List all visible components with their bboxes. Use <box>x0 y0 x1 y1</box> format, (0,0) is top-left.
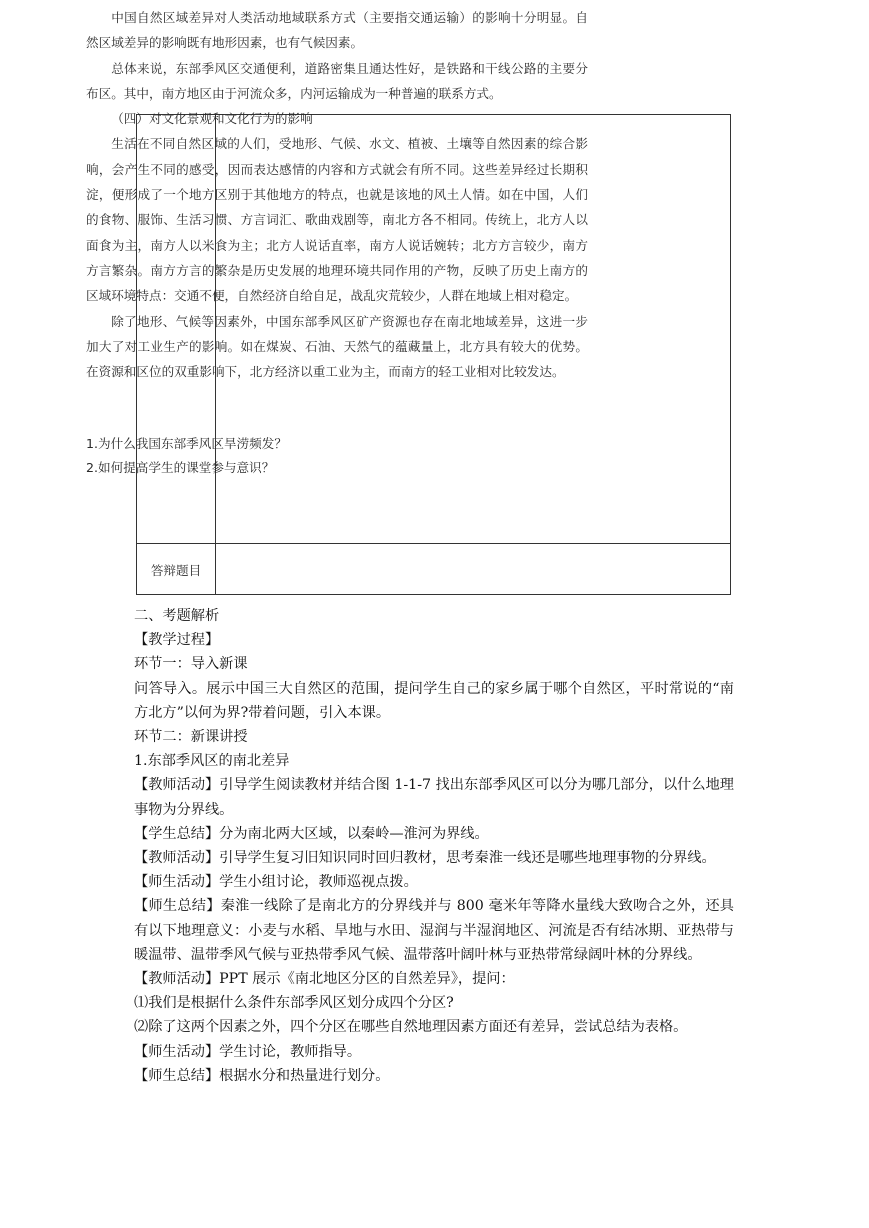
table-content-cell <box>86 5 588 384</box>
activity-tag: 【师生总结】 <box>134 1067 220 1084</box>
process-label: 【教学过程】 <box>134 632 220 649</box>
step1-title: 环节一：导入新课 <box>134 656 248 673</box>
activity-tag: 【教师活动】 <box>134 777 220 794</box>
activity-item <box>134 894 734 967</box>
activity-item <box>134 870 734 894</box>
activity-tag: 【教师活动】 <box>134 971 220 988</box>
section-title: 二、考题解析 <box>134 608 220 624</box>
activity-item <box>134 822 734 846</box>
activity-item <box>134 1040 734 1064</box>
table-paragraph: 除了地形、气候等因素外，中国东部季风区矿产资源也存在南北地域差异，这进一步加大了对工业生产的影响。如在煤炭、石油、天然气的蕴藏量上，北方具有较大的优势。在资源和区位的双重影响下，北方经济以重工业为主，而南方的轻工业相对比较发达。 <box>86 313 588 380</box>
table-subheading: （四）对文化景观和文化行为的影响 <box>111 111 313 127</box>
activity-text: 引导学生阅读教材并结合图 1-1-7 找出东部季风区可以分为哪几部分，以什么地理事物为分界线。 <box>134 777 734 818</box>
activity-text: 学生讨论，教师指导。 <box>219 1043 362 1060</box>
activity-item <box>134 967 734 991</box>
subsection-title: 1.东部季风区的南北差异 <box>134 753 290 770</box>
question-cell <box>86 432 588 480</box>
question-item: 2.如何提高学生的课堂参与意识？ <box>86 460 275 475</box>
step1-text: 问答导入。展示中国三大自然区的范围，提问学生自己的家乡属于哪个自然区，平时常说的“南方北方”以何为界?带着问题，引入本课。 <box>134 680 734 721</box>
activity-text: 分为南北两大区域，以秦岭—淮河为界线。 <box>219 825 489 842</box>
question-label: 答辩题目 <box>150 563 202 578</box>
activity-tag: 【师生活动】 <box>134 874 220 891</box>
activity-tag: 【师生活动】 <box>134 1043 220 1060</box>
step2-title: 环节二：新课讲授 <box>134 729 248 746</box>
activity-item <box>134 1064 734 1088</box>
activity-text: PPT 展示《南北地区分区的自然差异》，提问： <box>219 971 515 988</box>
table-paragraph: 生活在不同自然区域的人们，受地形、气候、水文、植被、土壤等自然因素的综合影响，会产生不同的感受，因而表达感情的内容和方式就会有所不同。这些差异经过长期积淀，便形成了一个地方区别于其他地方的特点，也就是该地的风土人情。如在中国，人们的食物、服饰、生活习惯、方言词汇、歌曲戏剧等，南北方各不相同。传统上，北方人以面食为主，南方人以米食为主；北方人说话直率，南方人说话婉转；北方方言较少，南方方言繁杂。南方方言的繁杂是历史发展的地理环境共同作用的产物，反映了历史上南方的区域环境特点：交通不便，自然经济自给自足，战乱灾荒较少，人群在地域上相对稳定。 <box>86 136 588 304</box>
activity-text: 秦淮一线除了是南北方的分界线并与 800 毫米年等降水量线大致吻合之外，还具有以下地理意义：小麦与水稻、旱地与水田、湿润与半湿润地区、河流是否有结冰期、亚热带与暖温带、温带季风气候与亚热带季风气候、温带落叶阔叶林与亚热带常绿阔叶林的分界线。 <box>134 898 734 963</box>
activity-tag: 【教师活动】 <box>134 850 220 867</box>
activity-text: 引导学生复习旧知识同时回归教材，思考秦淮一线还是哪些地理事物的分界线。 <box>219 850 716 867</box>
body-text <box>134 604 734 1088</box>
table-paragraph: 中国自然区域差异对人类活动地域联系方式（主要指交通运输）的影响十分明显。自然区域差异的影响既有地形因素，也有气候因素。 <box>86 10 588 51</box>
table-paragraph: 总体来说，东部季风区交通便利，道路密集且通达性好，是铁路和干线公路的主要分布区。其中，南方地区由于河流众多，内河运输成为一种普遍的联系方式。 <box>86 60 588 101</box>
activity-text: 学生小组讨论，教师巡视点拨。 <box>219 874 418 891</box>
activity-text: 根据水分和热量进行划分。 <box>219 1067 390 1084</box>
activity-item <box>134 846 734 870</box>
table-row-divider <box>137 543 730 544</box>
question-line: ⑵除了这两个因素之外，四个分区在哪些自然地理因素方面还有差异，尝试总结为表格。 <box>134 1019 688 1036</box>
activity-tag: 【师生总结】 <box>134 898 221 915</box>
question-label-cell <box>137 543 215 596</box>
question-line: ⑴我们是根据什么条件东部季风区划分成四个分区? <box>134 995 454 1012</box>
question-item: 1.为什么我国东部季风区旱涝频发？ <box>86 436 287 451</box>
activity-item <box>134 773 734 821</box>
activity-tag: 【学生总结】 <box>134 825 220 842</box>
